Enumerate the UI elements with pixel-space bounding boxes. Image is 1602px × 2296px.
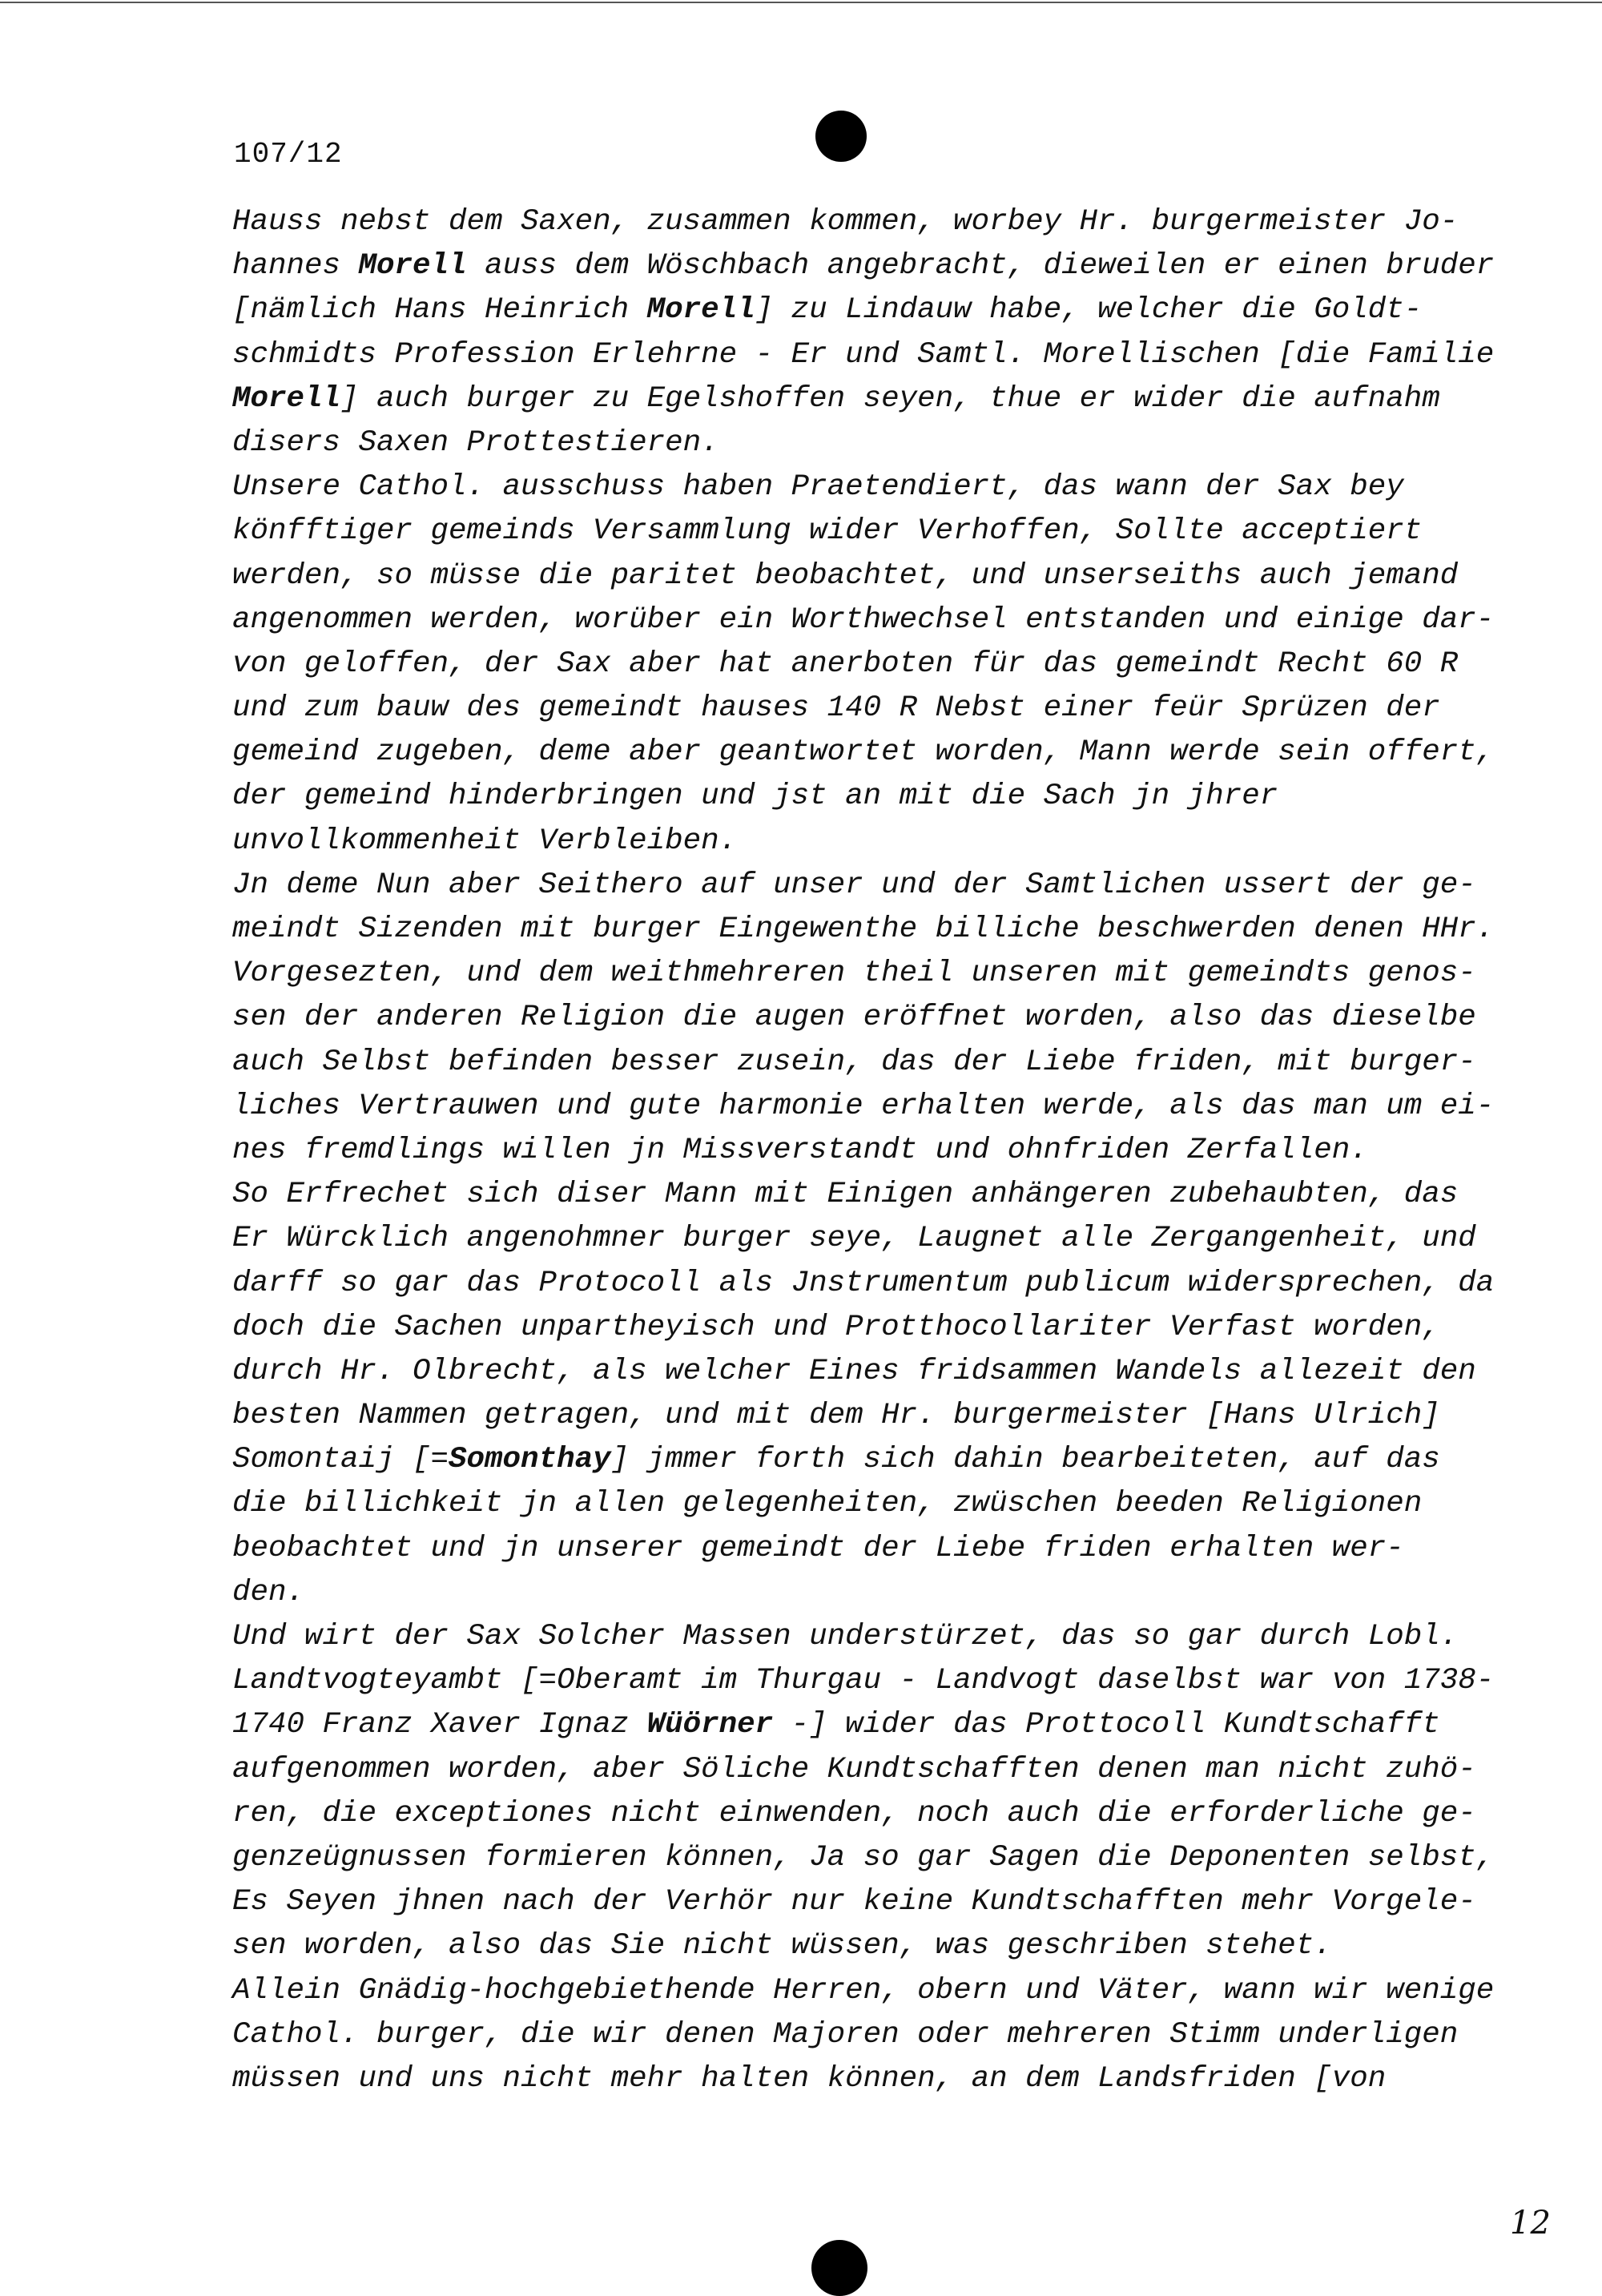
text-line [232, 1394, 1482, 1438]
text-line [232, 1438, 1482, 1482]
punch-hole-top [815, 111, 867, 162]
text-line [232, 333, 1495, 377]
text-line [232, 244, 1495, 288]
text-segment: von geloffen, der Sax aber hat anerboten für das gemeindt Recht 60 R [232, 647, 1459, 681]
text-line [232, 465, 1482, 510]
text-segment: darff so gar das Protocoll als Jnstrumentum publicum widersprechen, da [232, 1266, 1495, 1300]
text-segment: die billichkeit jn allen gelegenheiten, zwüschen beeden Religionen [232, 1487, 1423, 1521]
text-line [232, 731, 1495, 775]
text-segment: auch Selbst befinden besser zusein, das der Liebe friden, mit burger- [232, 1045, 1476, 1079]
bold-name: Somonthay [449, 1443, 611, 1477]
text-segment: angenommen werden, worüber ein Worthwechsel entstanden und einige dar- [232, 602, 1495, 637]
text-segment: Es Seyen jhnen nach der Verhör nur keine Kundtschafften mehr Vorgele- [232, 1885, 1476, 1919]
text-line [232, 1792, 1482, 1836]
text-segment: So Erfrechet sich diser Mann mit Einigen anhängeren zubehaubten, das [232, 1178, 1459, 1212]
text-line [232, 820, 1482, 864]
text-segment: schmidts Profession Erlehrne - Er und Samtl. Morellischen [die Familie [232, 337, 1495, 372]
text-line [232, 288, 1482, 332]
text-line [232, 554, 1482, 598]
scan-border-top [0, 2, 1602, 3]
text-segment: sen worden, also das Sie nicht wüssen, was geschriben stehet. [232, 1929, 1332, 1964]
text-segment: -] wider das Prottocoll Kundtschafft [773, 1708, 1440, 1742]
text-line [232, 1262, 1495, 1306]
bold-name: Morell [232, 381, 341, 416]
text-line [232, 1041, 1482, 1085]
text-line [232, 687, 1482, 731]
text-segment: Cathol. burger, die wir denen Majoren oder mehreren Stimm underligen [232, 2017, 1459, 2052]
text-line [232, 510, 1482, 554]
text-line [232, 908, 1495, 952]
text-line [232, 1350, 1482, 1394]
text-segment: beobachtet und jn unserer gemeindt der Liebe friden erhalten wer- [232, 1531, 1404, 1565]
text-segment: Somontaij [= [232, 1443, 449, 1477]
text-segment: doch die Sachen unpartheyisch und Protthocollariter Verfast worden, [232, 1310, 1440, 1344]
text-segment: genzeügnussen formieren können, Ja so gar Sagen die Deponenten selbst, [232, 1840, 1495, 1875]
text-segment: ] auch burger zu Egelshoffen seyen, thue er wider die aufnahm [340, 381, 1440, 416]
text-line [232, 996, 1482, 1040]
text-line [232, 200, 1482, 244]
text-segment: sen der anderen Religion die augen eröffnet worden, also das dieselbe [232, 1001, 1476, 1035]
text-line [232, 1924, 1482, 1968]
bold-name: Morell [358, 249, 467, 284]
text-line [232, 1173, 1482, 1217]
text-line [232, 1659, 1495, 1703]
text-segment: durch Hr. Olbrecht, als welcher Eines fridsammen Wandels allezeit den [232, 1354, 1476, 1388]
document-body [232, 200, 1495, 2101]
text-line [232, 1482, 1482, 1526]
text-line [232, 2013, 1482, 2057]
text-line [232, 775, 1482, 819]
text-segment: ] jmmer forth sich dahin bearbeiteten, auf das [610, 1443, 1440, 1477]
text-segment: nes fremdlings willen jn Missverstandt und ohnfriden Zerfallen. [232, 1133, 1368, 1167]
text-line [232, 864, 1482, 908]
text-segment: müssen und uns nicht mehr halten können, an dem Landsfriden [von [232, 2061, 1387, 2096]
text-segment: Hauss nebst dem Saxen, zusammen kommen, worbey Hr. burgermeister Jo- [232, 205, 1459, 239]
text-line [232, 2057, 1482, 2101]
punch-hole-bottom [811, 2240, 867, 2296]
text-line [232, 1129, 1482, 1173]
text-line [232, 1306, 1482, 1350]
text-line [232, 1217, 1482, 1261]
text-line [232, 1615, 1482, 1659]
text-segment: Landtvogteyambt [=Oberamt im Thurgau - Landvogt daselbst war von 1738- [232, 1664, 1495, 1698]
text-segment: Und wirt der Sax Solcher Massen understürzet, das so gar durch Lobl. [232, 1620, 1459, 1654]
text-line [232, 1571, 1482, 1615]
text-segment: Jn deme Nun aber Seithero auf unser und der Samtlichen ussert der ge- [232, 868, 1476, 902]
text-line [232, 421, 1482, 465]
text-segment: Vorgesezten, und dem weithmehreren theil unseren mit gemeindts genos- [232, 957, 1476, 991]
text-line [232, 377, 1482, 421]
text-segment: [nämlich Hans Heinrich [232, 293, 647, 328]
text-line [232, 1880, 1482, 1924]
text-line [232, 642, 1482, 687]
text-segment: gemeind zugeben, deme aber geantwortet worden, Mann werde sein offert, [232, 735, 1495, 770]
page-number: 12 [1510, 2205, 1551, 2242]
text-segment: auss dem Wöschbach angebracht, dieweilen er einen bruder [466, 249, 1495, 284]
text-segment: ] zu Lindauw habe, welcher die Goldt- [755, 293, 1423, 328]
bold-name: Morell [646, 293, 755, 328]
text-line [232, 1703, 1482, 1747]
text-line [232, 598, 1495, 642]
text-line [232, 1527, 1482, 1571]
text-line [232, 1085, 1495, 1129]
text-segment: 1740 Franz Xaver Ignaz [232, 1708, 647, 1742]
text-segment: werden, so müsse die paritet beobachtet, und unserseiths auch jemand [232, 558, 1459, 593]
text-segment: aufgenommen worden, aber Söliche Kundtschafften denen man nicht zuhö- [232, 1752, 1476, 1786]
text-line [232, 952, 1482, 996]
text-line [232, 1748, 1482, 1792]
text-segment: besten Nammen getragen, und mit dem Hr. burgermeister [Hans Ulrich] [232, 1399, 1440, 1433]
text-segment: unvollkommenheit Verbleiben. [232, 824, 738, 858]
text-segment: könfftiger gemeinds Versammlung wider Verhoffen, Sollte acceptiert [232, 514, 1423, 549]
bold-name: Wüörner [646, 1708, 774, 1742]
text-segment: Unsere Cathol. ausschuss haben Praetendiert, das wann der Sax bey [232, 470, 1404, 505]
text-segment: den. [232, 1575, 305, 1609]
text-segment: hannes [232, 249, 359, 284]
text-segment: ren, die exceptiones nicht einwenden, noch auch die erforderliche ge- [232, 1796, 1476, 1831]
text-segment: der gemeind hinderbringen und jst an mit die Sach jn jhrer [232, 779, 1278, 814]
text-segment: liches Vertrauwen und gute harmonie erhalten werde, als das man um ei- [232, 1089, 1495, 1123]
text-line [232, 1836, 1495, 1880]
text-segment: disers Saxen Prottestieren. [232, 425, 719, 460]
text-segment: und zum bauw des gemeindt hauses 140 R Nebst einer feür Sprüzen der [232, 691, 1440, 726]
document-reference: 107/12 [234, 138, 343, 171]
text-segment: Er Würcklich angenohmner burger seye, Laugnet alle Zergangenheit, und [232, 1222, 1476, 1256]
text-segment: meindt Sizenden mit burger Eingewenthe billiche beschwerden denen HHr. [232, 912, 1495, 946]
text-line [232, 1969, 1495, 2013]
text-segment: Allein Gnädig-hochgebiethende Herren, obern und Väter, wann wir wenige [232, 1973, 1495, 2008]
